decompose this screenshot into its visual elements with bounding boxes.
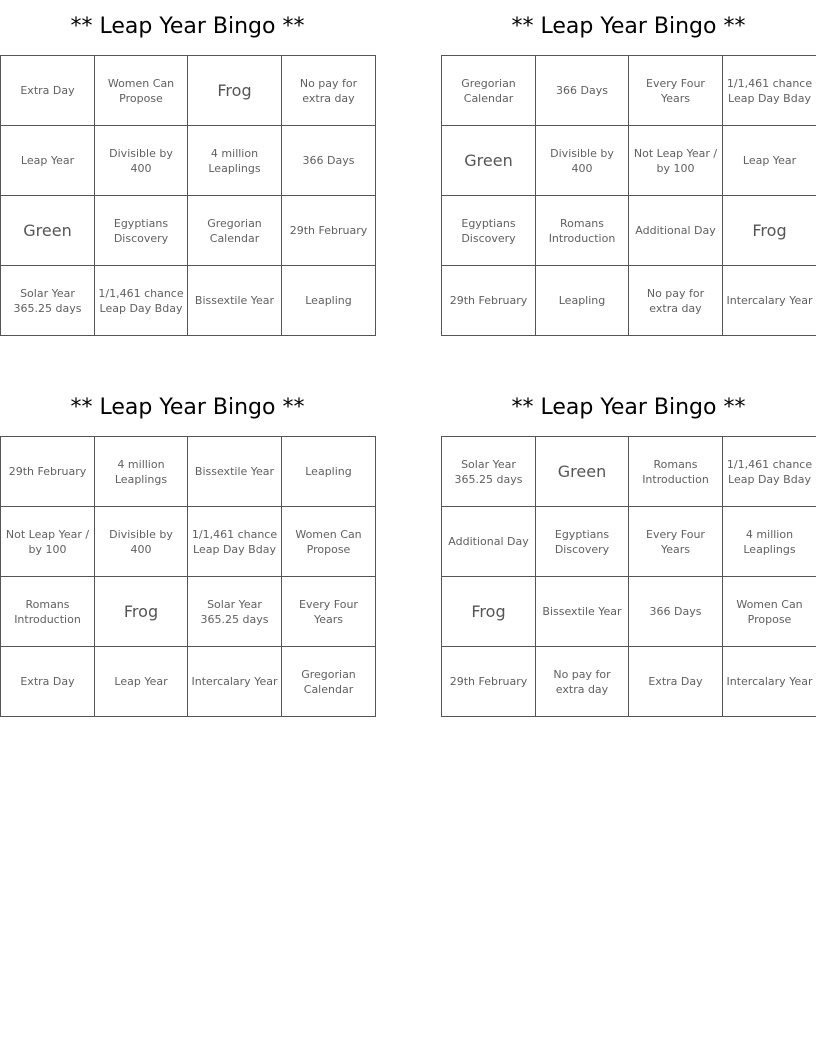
- bingo-cell: No pay for extra day: [629, 266, 723, 336]
- bingo-cell: Romans Introduction: [1, 577, 95, 647]
- bingo-cell: Bissextile Year: [188, 437, 282, 507]
- bingo-cell: Solar Year 365.25 days: [442, 437, 536, 507]
- bingo-cell: Egyptians Discovery: [95, 196, 188, 266]
- card-title: ** Leap Year Bingo **: [70, 395, 305, 420]
- bingo-cell: Extra Day: [1, 647, 95, 717]
- bingo-cell: Green: [1, 196, 95, 266]
- bingo-cell: Egyptians Discovery: [536, 507, 629, 577]
- bingo-cell: Gregorian Calendar: [442, 56, 536, 126]
- bingo-cell: 1/1,461 chance Leap Day Bday: [188, 507, 282, 577]
- bingo-cell: 1/1,461 chance Leap Day Bday: [723, 56, 816, 126]
- bingo-cell: Gregorian Calendar: [188, 196, 282, 266]
- bingo-cell: Gregorian Calendar: [282, 647, 376, 717]
- bingo-cell: Extra Day: [629, 647, 723, 717]
- bingo-cell: Women Can Propose: [723, 577, 816, 647]
- bingo-cell: Leap Year: [1, 126, 95, 196]
- bingo-cell: 29th February: [282, 196, 376, 266]
- bingo-grid: [0, 436, 376, 717]
- bingo-cell: Green: [442, 126, 536, 196]
- bingo-cell: Solar Year 365.25 days: [188, 577, 282, 647]
- bingo-cell: 1/1,461 chance Leap Day Bday: [95, 266, 188, 336]
- bingo-cell: 29th February: [442, 647, 536, 717]
- bingo-grid: [0, 55, 376, 336]
- bingo-cell: Frog: [188, 56, 282, 126]
- bingo-cell: Solar Year 365.25 days: [1, 266, 95, 336]
- bingo-cell: Women Can Propose: [282, 507, 376, 577]
- bingo-cell: No pay for extra day: [282, 56, 376, 126]
- bingo-cell: Leap Year: [95, 647, 188, 717]
- bingo-cell: Frog: [95, 577, 188, 647]
- bingo-cell: Romans Introduction: [536, 196, 629, 266]
- bingo-cell: Extra Day: [1, 56, 95, 126]
- bingo-cell: Every Four Years: [629, 507, 723, 577]
- bingo-cell: Bissextile Year: [188, 266, 282, 336]
- bingo-cell: Romans Introduction: [629, 437, 723, 507]
- bingo-cell: Frog: [442, 577, 536, 647]
- bingo-cell: Additional Day: [629, 196, 723, 266]
- bingo-cell: 366 Days: [282, 126, 376, 196]
- bingo-cell: Egyptians Discovery: [442, 196, 536, 266]
- bingo-grid: [441, 436, 816, 717]
- bingo-cell: 366 Days: [536, 56, 629, 126]
- bingo-cell: Intercalary Year: [188, 647, 282, 717]
- bingo-cell: Frog: [723, 196, 816, 266]
- bingo-cell: Intercalary Year: [723, 647, 816, 717]
- bingo-cell: Leapling: [282, 266, 376, 336]
- bingo-cell: Women Can Propose: [95, 56, 188, 126]
- bingo-cell: 366 Days: [629, 577, 723, 647]
- bingo-cell: 29th February: [442, 266, 536, 336]
- bingo-cell: Leap Year: [723, 126, 816, 196]
- bingo-cell: 4 million Leaplings: [95, 437, 188, 507]
- bingo-cell: 1/1,461 chance Leap Day Bday: [723, 437, 816, 507]
- bingo-cell: 29th February: [1, 437, 95, 507]
- bingo-cell: No pay for extra day: [536, 647, 629, 717]
- bingo-cell: Intercalary Year: [723, 266, 816, 336]
- card-title: ** Leap Year Bingo **: [511, 395, 746, 420]
- bingo-cell: Not Leap Year / by 100: [629, 126, 723, 196]
- bingo-cell: Not Leap Year / by 100: [1, 507, 95, 577]
- bingo-cell: Green: [536, 437, 629, 507]
- bingo-cell: 4 million Leaplings: [723, 507, 816, 577]
- bingo-cell: 4 million Leaplings: [188, 126, 282, 196]
- bingo-cell: Divisible by 400: [536, 126, 629, 196]
- bingo-cell: Leapling: [282, 437, 376, 507]
- bingo-cell: Divisible by 400: [95, 507, 188, 577]
- bingo-cell: Every Four Years: [629, 56, 723, 126]
- bingo-grid: [441, 55, 816, 336]
- bingo-cell: Additional Day: [442, 507, 536, 577]
- card-title: ** Leap Year Bingo **: [511, 14, 746, 39]
- card-title: ** Leap Year Bingo **: [70, 14, 305, 39]
- bingo-cell: Leapling: [536, 266, 629, 336]
- bingo-cell: Divisible by 400: [95, 126, 188, 196]
- bingo-cell: Every Four Years: [282, 577, 376, 647]
- bingo-cell: Bissextile Year: [536, 577, 629, 647]
